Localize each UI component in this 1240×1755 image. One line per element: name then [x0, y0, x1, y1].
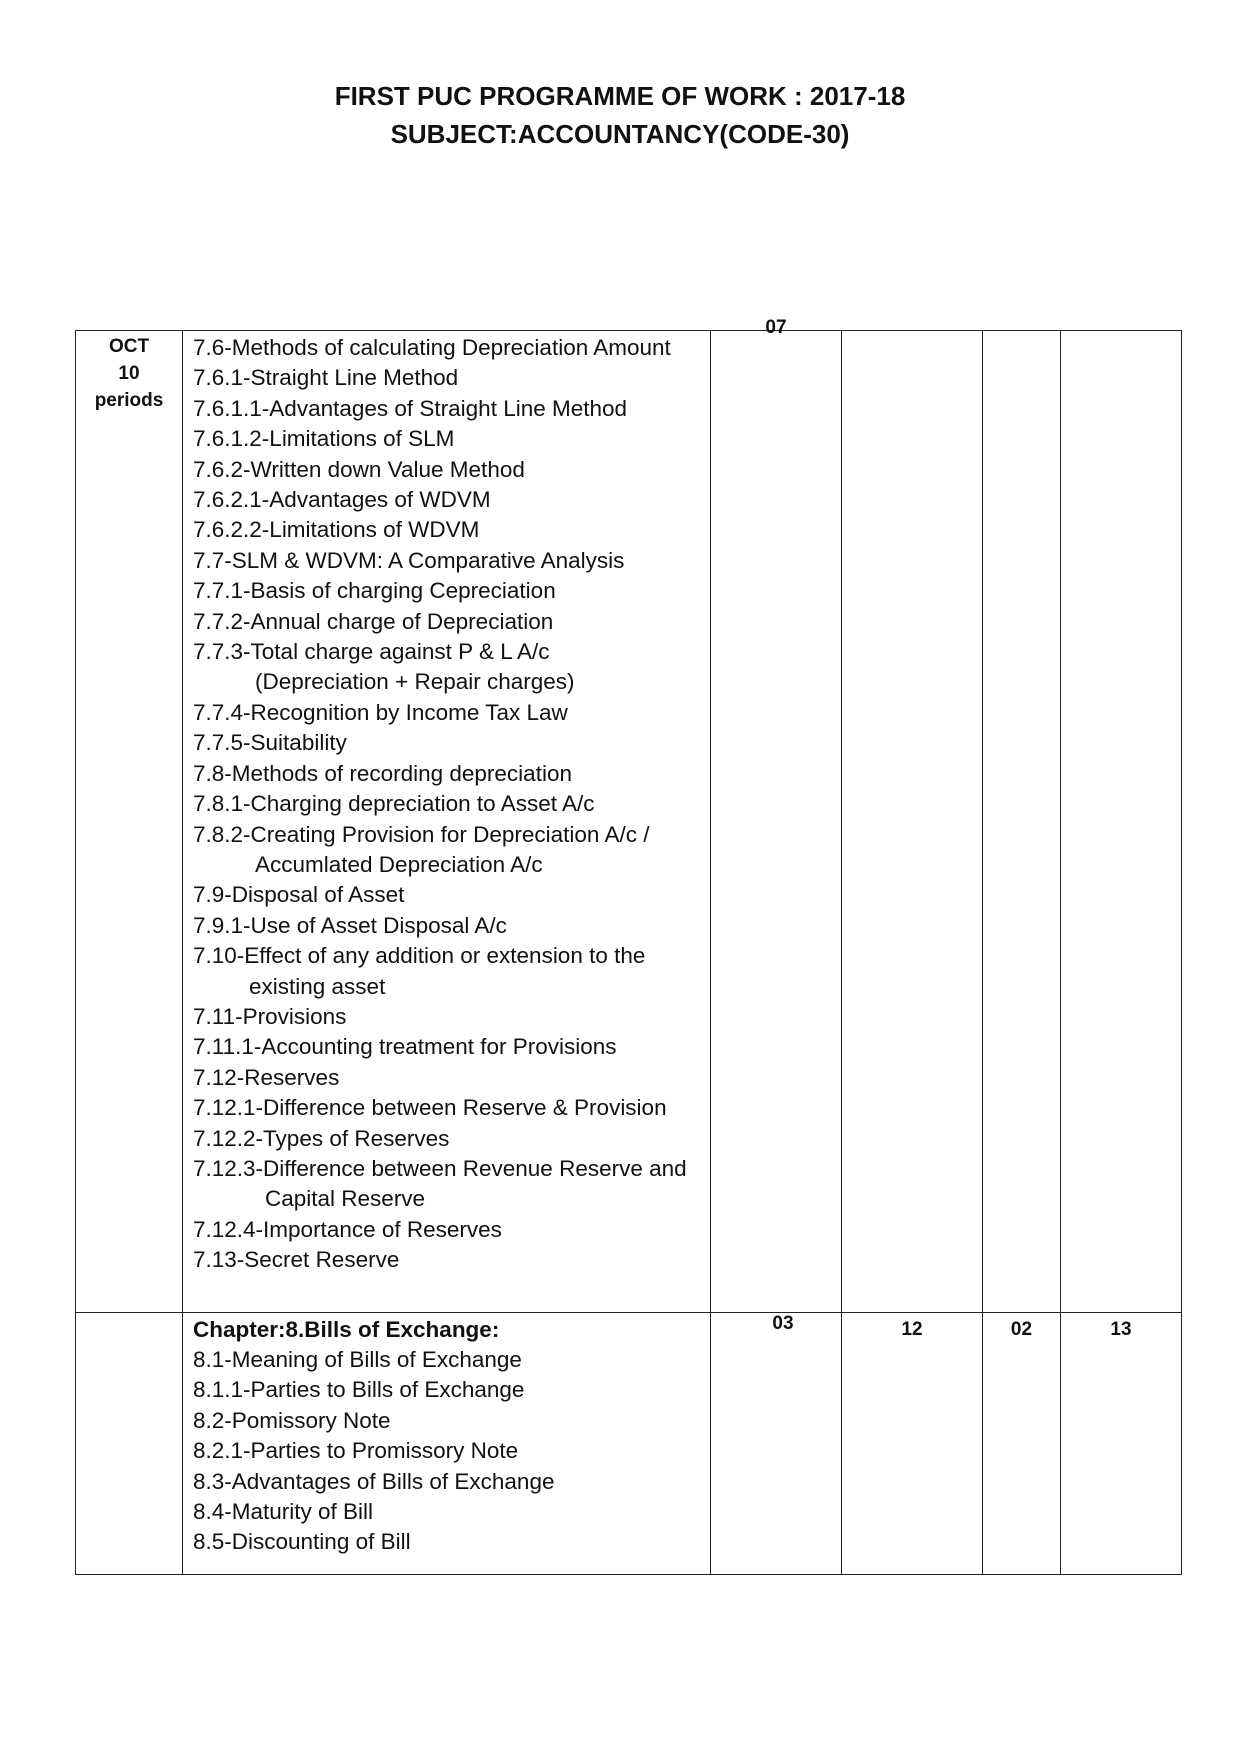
topic-line: 7.7.5-Suitability [193, 730, 347, 756]
topic-line: 8.4-Maturity of Bill [193, 1499, 374, 1525]
topic-line: Capital Reserve [265, 1186, 426, 1212]
topic-line: (Depreciation + Repair charges) [255, 669, 575, 695]
programme-table [75, 317, 1182, 1575]
topic-line: 7.7.1-Basis of charging Cepreciation [193, 578, 556, 604]
hours-value: 07 [765, 317, 787, 338]
periods-label: periods [94, 390, 164, 411]
topic-line: 8.1-Meaning of Bills of Exchange [193, 1347, 522, 1372]
topic-line: 7.8.1-Charging depreciation to Asset A/c [193, 791, 595, 817]
topic-line: 7.13-Secret Reserve [193, 1247, 400, 1273]
topic-line: 7.6.2.2-Limitations of WDVM [193, 517, 480, 543]
value-cell [842, 1312, 983, 1574]
topic-line: 7.11.1-Accounting treatment for Provisions [193, 1034, 617, 1060]
value-c: 13 [1110, 1318, 1132, 1340]
topics-cell [183, 1312, 711, 1574]
topic-line: 7.9.1-Use of Asset Disposal A/c [193, 912, 507, 938]
topic-line: 7.8.2-Creating Provision for Depreciation A/c / [193, 821, 650, 847]
month-cell [76, 331, 183, 1313]
topic-line: 7.12.1-Difference between Reserve & Provision [193, 1095, 667, 1121]
value-a: 12 [901, 1318, 923, 1340]
topic-line: 8.3-Advantages of Bills of Exchange [193, 1468, 555, 1494]
topic-line: 7.7.2-Annual charge of Depreciation [193, 608, 554, 634]
table-row [76, 331, 1182, 1313]
topic-line: 7.12.3-Difference between Revenue Reserve and [193, 1155, 687, 1181]
value-cell [983, 1312, 1061, 1574]
chapter-heading: Chapter:8.Bills of Exchange: [193, 1316, 500, 1342]
empty-cell [983, 331, 1061, 1313]
empty-cell [1061, 331, 1182, 1313]
topics-cell [183, 331, 711, 1313]
month-label: OCT [108, 336, 150, 357]
periods-count: 10 [118, 363, 140, 384]
topic-line: 8.2.1-Parties to Promissory Note [193, 1438, 519, 1464]
topic-line: 7.7.3-Total charge against P & L A/c [193, 639, 550, 665]
topic-line: 7.6.1.2-Limitations of SLM [193, 426, 455, 452]
hours-cell [711, 1312, 842, 1574]
value-cell [1061, 1312, 1182, 1574]
topic-line: Accumlated Depreciation A/c [255, 851, 543, 877]
topic-line: 8.1.1-Parties to Bills of Exchange [193, 1377, 525, 1403]
topic-line: 7.6.2.1-Advantages of WDVM [193, 487, 491, 513]
topic-line: 7.11-Provisions [193, 1003, 347, 1029]
month-cell [76, 1312, 183, 1574]
topic-line: 7.6-Methods of calculating Depreciation Amount [193, 335, 671, 360]
page-subtitle: SUBJECT:ACCOUNTANCY(CODE-30) [390, 119, 850, 149]
topic-line: 7.8-Methods of recording depreciation [193, 760, 572, 786]
topic-line: 7.6.1-Straight Line Method [193, 365, 459, 391]
table-row [76, 1312, 1182, 1574]
page-title: FIRST PUC PROGRAMME OF WORK : 2017-18 [334, 81, 906, 111]
topic-line: 7.12.2-Types of Reserves [193, 1125, 450, 1151]
topic-line: 8.2-Pomissory Note [193, 1407, 391, 1433]
topic-line: 7.12.4-Importance of Reserves [193, 1216, 502, 1242]
value-b: 02 [1010, 1318, 1033, 1340]
topic-line: 7.7-SLM & WDVM: A Comparative Analysis [193, 547, 625, 573]
topic-line: 7.9-Disposal of Asset [193, 882, 405, 908]
topic-line: 7.7.4-Recognition by Income Tax Law [193, 699, 568, 725]
topic-line: 8.5-Discounting of Bill [193, 1529, 411, 1555]
hours-value: 03 [772, 1312, 794, 1334]
hours-cell [711, 317, 842, 1313]
topic-line: 7.6.1.1-Advantages of Straight Line Method [193, 395, 628, 421]
empty-cell [842, 331, 983, 1313]
topic-line: 7.6.2-Written down Value Method [193, 456, 525, 482]
topic-line: 7.12-Reserves [193, 1064, 340, 1090]
topic-line: existing asset [249, 973, 386, 999]
topic-line: 7.10-Effect of any addition or extension to the [193, 943, 646, 969]
